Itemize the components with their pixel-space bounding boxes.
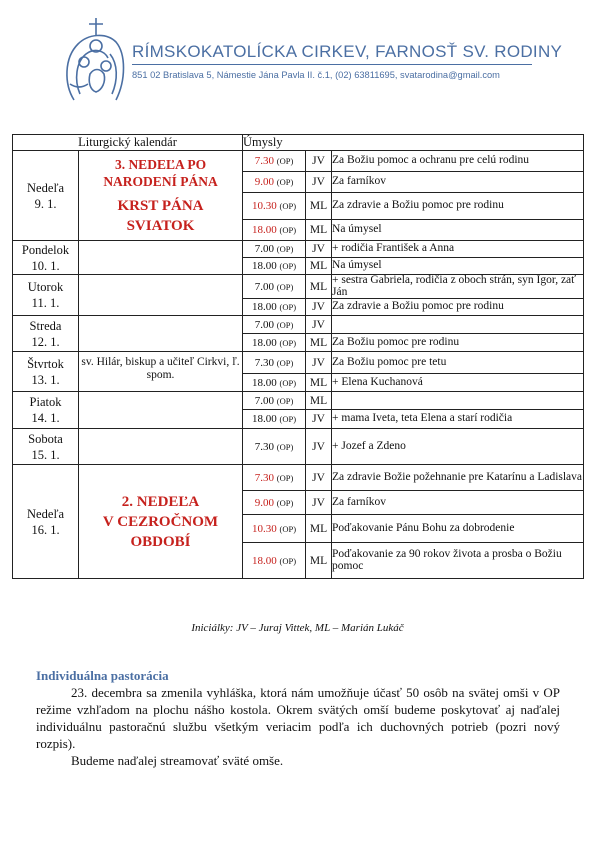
mass-time-value: 7.00	[254, 318, 274, 331]
celebrant-initials: ML	[306, 334, 332, 352]
mass-row	[13, 352, 584, 374]
mass-time-value: 9.00	[254, 176, 274, 188]
feast-cell	[79, 316, 243, 352]
mass-time-value: 18.00	[252, 336, 277, 349]
mass-time-value: 18.00	[252, 376, 277, 389]
mass-time	[243, 334, 306, 352]
mass-intention: Za zdravie a Božiu pomoc pre rodinu	[332, 193, 584, 220]
mass-intention: + Jozef a Zdeno	[332, 429, 584, 465]
mass-intention	[332, 392, 584, 410]
mass-intention: Za Božiu pomoc pre rodinu	[332, 334, 584, 352]
celebrant-initials: ML	[306, 515, 332, 543]
mass-time-value: 7.00	[254, 243, 274, 255]
column-header-liturgical-calendar: Liturgický kalendár	[13, 135, 243, 151]
feast-title-line: 2. NEDEĽA	[121, 493, 200, 510]
pastoral-paragraph-2: Budeme naďalej streamovať sväté omše.	[71, 753, 284, 768]
feast-cell	[79, 352, 243, 392]
celebrant-initials: JV	[306, 299, 332, 316]
day-name: Nedeľa	[27, 506, 64, 521]
day-name: Nedeľa	[27, 180, 64, 195]
letterhead	[60, 14, 563, 104]
mass-intention: Na úmysel	[332, 258, 584, 275]
mass-intention: Za Božiu pomoc a ochranu pre celú rodinu	[332, 151, 584, 172]
celebrant-initials: JV	[306, 352, 332, 374]
mass-time	[243, 392, 306, 410]
op-mode-label: (OP)	[276, 244, 294, 254]
op-mode-label: (OP)	[279, 555, 297, 566]
mass-time-value: 10.30	[252, 522, 277, 535]
celebrant-initials: ML	[306, 392, 332, 410]
mass-time-value: 18.00	[252, 260, 277, 272]
mass-time	[243, 258, 306, 275]
mass-intention: Za Božiu pomoc pre tetu	[332, 352, 584, 374]
mass-time-value: 7.30	[254, 440, 274, 453]
pastoral-paragraph-1: 23. decembra sa zmenila vyhláška, ktorá nám umožňuje účasť 50 osôb na svätej omši v OP režime vzhľadom na plochu nášho kostola. Okrem svätých omší budeme poskytovať aj naďalej individuálnu pastoračnú službu všetkým veriacim podľa ich duchovných potrieb (pozri nový rozpis).	[36, 685, 560, 751]
pastoral-text	[36, 684, 560, 769]
feast-title-line: 3. NEDEĽA PO	[114, 156, 207, 172]
mass-intention: Za zdravie a Božiu pomoc pre rodinu	[332, 299, 584, 316]
celebrant-initials: JV	[306, 172, 332, 193]
mass-intention: Za zdravie Božie požehnanie pre Katarínu a Ladislava	[332, 465, 584, 491]
mass-time	[243, 352, 306, 374]
table-header-row	[13, 135, 584, 151]
mass-row	[13, 151, 584, 172]
day-name: Štvrtok	[27, 356, 64, 371]
day-name: Pondelok	[21, 242, 70, 257]
day-name: Utorok	[27, 280, 64, 294]
organization-address: 851 02 Bratislava 5, Námestie Jána Pavla II. č.1, (02) 63811695, svatarodina@gmail.com	[132, 70, 500, 80]
mass-row	[13, 275, 584, 299]
celebrant-initials: ML	[306, 193, 332, 220]
memorial-text: sv. Hilár, biskup a učiteľ Cirkvi, ľ. spom.	[81, 356, 240, 381]
mass-time-value: 10.30	[252, 200, 277, 212]
celebrant-initials: JV	[306, 316, 332, 334]
op-mode-label: (OP)	[279, 414, 297, 424]
mass-time	[243, 299, 306, 316]
mass-time	[243, 241, 306, 258]
feast-title-line: NARODENÍ PÁNA	[103, 173, 218, 189]
day-date: 9. 1.	[34, 196, 57, 211]
celebrant-initials: JV	[306, 151, 332, 172]
feast-cell	[79, 392, 243, 429]
day-cell	[13, 352, 79, 392]
op-mode-label: (OP)	[276, 281, 294, 292]
celebrant-initials: JV	[306, 410, 332, 429]
mass-time	[243, 374, 306, 392]
mass-time	[243, 429, 306, 465]
mass-time-value: 18.00	[252, 224, 277, 236]
feast-cell	[79, 151, 243, 241]
mass-time-value: 18.00	[252, 554, 277, 567]
op-mode-label: (OP)	[276, 472, 294, 483]
day-cell	[13, 429, 79, 465]
day-date: 11. 1.	[31, 296, 60, 310]
day-date: 14. 1.	[31, 411, 60, 425]
op-mode-label: (OP)	[279, 261, 297, 271]
op-mode-label: (OP)	[276, 441, 294, 452]
feast-cell	[79, 275, 243, 316]
mass-time	[243, 151, 306, 172]
holy-family-logo-icon	[60, 14, 132, 102]
mass-time-value: 18.00	[252, 413, 277, 425]
mass-intention	[332, 316, 584, 334]
mass-intention: + sestra Gabriela, rodičia z oboch strán, syn Igor, zať Ján	[332, 275, 584, 299]
feast-title-line: V CEZROČNOM	[102, 513, 219, 530]
mass-row	[13, 429, 584, 465]
feast-cell	[79, 429, 243, 465]
celebrant-initials: JV	[306, 429, 332, 465]
op-mode-label: (OP)	[279, 201, 297, 211]
mass-intention: Za farníkov	[332, 172, 584, 193]
op-mode-label: (OP)	[279, 302, 297, 312]
op-mode-label: (OP)	[279, 377, 297, 388]
mass-intention: Za farníkov	[332, 491, 584, 515]
day-date: 16. 1.	[31, 522, 60, 537]
op-mode-label: (OP)	[279, 523, 297, 534]
day-cell	[13, 241, 79, 275]
op-mode-label: (OP)	[276, 319, 294, 330]
mass-row	[13, 465, 584, 491]
mass-time	[243, 491, 306, 515]
mass-time-value: 7.30	[254, 155, 274, 167]
mass-time-value: 9.00	[254, 496, 274, 509]
day-date: 10. 1.	[31, 258, 60, 273]
column-header-intentions: Úmysly	[243, 135, 584, 151]
mass-time	[243, 275, 306, 299]
op-mode-label: (OP)	[279, 337, 297, 348]
celebrant-initials: ML	[306, 543, 332, 579]
organization-name: RÍMSKOKATOLÍCKA CIRKEV, FARNOSŤ SV. RODINY	[132, 42, 563, 61]
op-mode-label: (OP)	[276, 497, 294, 508]
mass-time-value: 18.00	[252, 301, 277, 313]
op-mode-label: (OP)	[276, 395, 294, 406]
mass-intention: + rodičia František a Anna	[332, 241, 584, 258]
op-mode-label: (OP)	[276, 357, 294, 368]
celebrant-initials: ML	[306, 258, 332, 275]
day-name: Piatok	[29, 395, 62, 409]
mass-intention: + Elena Kuchanová	[332, 374, 584, 392]
mass-row	[13, 392, 584, 410]
op-mode-label: (OP)	[276, 156, 294, 166]
day-cell	[13, 392, 79, 429]
feast-title-line: OBDOBÍ	[130, 533, 191, 550]
day-cell	[13, 465, 79, 579]
celebrant-initials: ML	[306, 374, 332, 392]
feast-cell	[79, 465, 243, 579]
mass-time	[243, 220, 306, 241]
feast-subtitle-line: SVIATOK	[126, 217, 195, 234]
mass-time	[243, 465, 306, 491]
mass-intention: Na úmysel	[332, 220, 584, 241]
mass-time	[243, 316, 306, 334]
mass-time	[243, 543, 306, 579]
celebrant-initials: JV	[306, 491, 332, 515]
feast-cell	[79, 241, 243, 275]
mass-intention: Poďakovanie za 90 rokov života a prosba o Božiu pomoc	[332, 543, 584, 579]
op-mode-label: (OP)	[279, 225, 297, 235]
celebrant-initials: JV	[306, 241, 332, 258]
day-date: 13. 1.	[31, 372, 60, 387]
mass-time	[243, 172, 306, 193]
day-cell	[13, 275, 79, 316]
mass-time-value: 7.30	[254, 356, 274, 369]
mass-row	[13, 241, 584, 258]
liturgical-calendar-table	[12, 134, 584, 579]
mass-intention: + mama Iveta, teta Elena a starí rodičia	[332, 410, 584, 429]
op-mode-label: (OP)	[276, 177, 294, 187]
mass-row	[13, 316, 584, 334]
celebrant-initials: ML	[306, 275, 332, 299]
day-cell	[13, 151, 79, 241]
mass-time	[243, 193, 306, 220]
celebrant-initials: JV	[306, 465, 332, 491]
mass-time-value: 7.00	[254, 394, 274, 407]
feast-subtitle-line: KRST PÁNA	[117, 197, 204, 214]
header-divider	[132, 64, 532, 65]
day-cell	[13, 316, 79, 352]
mass-time-value: 7.30	[254, 471, 274, 484]
initials-legend: Iniciálky: JV – Juraj Vittek, ML – Marián Lukáč	[191, 622, 404, 634]
mass-time	[243, 410, 306, 429]
celebrant-initials: ML	[306, 220, 332, 241]
mass-time-value: 7.00	[254, 280, 274, 293]
day-date: 15. 1.	[31, 447, 60, 462]
mass-intention: Poďakovanie Pánu Bohu za dobrodenie	[332, 515, 584, 543]
mass-time	[243, 515, 306, 543]
pastoral-heading: Individuálna pastorácia	[36, 668, 169, 683]
day-name: Streda	[29, 318, 62, 333]
day-name: Sobota	[28, 431, 63, 446]
day-date: 12. 1.	[31, 334, 60, 349]
